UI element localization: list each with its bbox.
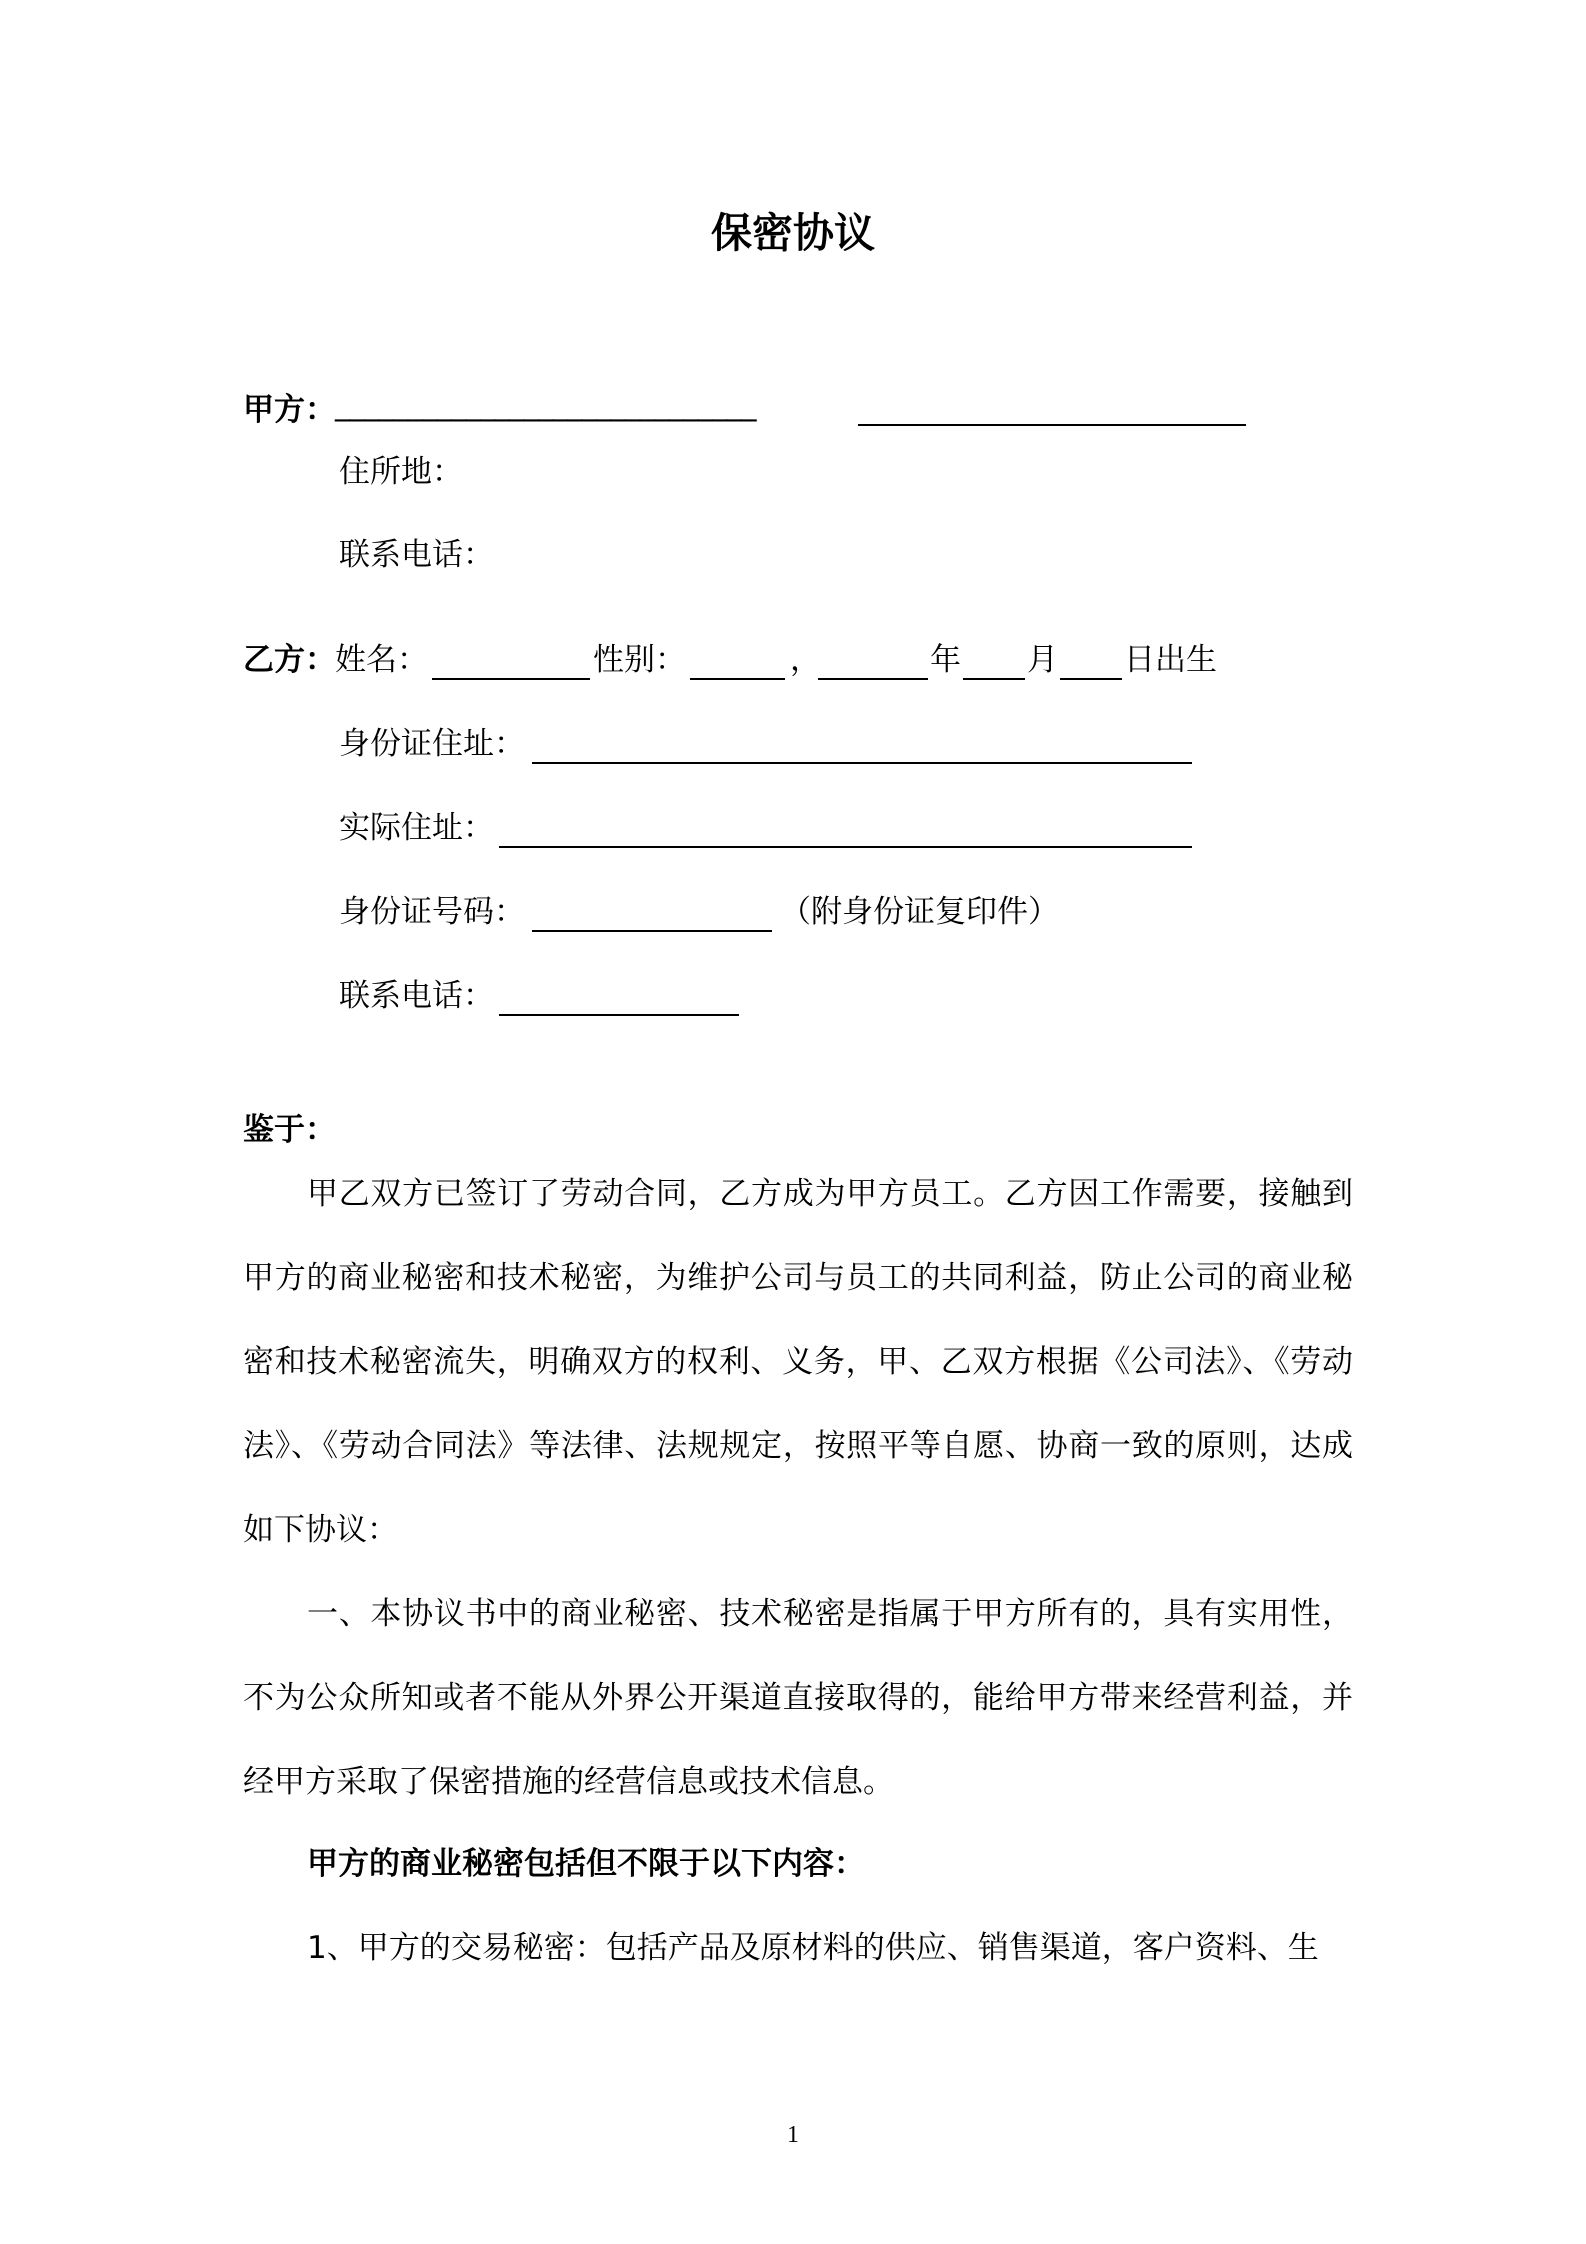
trade-secrets-item-1: 1、甲方的交易秘密：包括产品及原材料的供应、销售渠道，客户资料、生: [307, 1930, 1319, 1966]
party-b-id-address-label: 身份证住址：: [339, 726, 525, 762]
party-b-month-label: 月: [1027, 642, 1058, 678]
whereas-heading: 鉴于：: [243, 1112, 336, 1148]
party-b-day-birth-label: 日出生: [1124, 642, 1217, 678]
page-number: 1: [787, 2122, 799, 2148]
clause-1-paragraph: 一、本协议书中的商业秘密、技术秘密是指属于甲方所有的，具有实用性，不为公众所知或者不能从外界公开渠道直接取得的，能给甲方带来经营利益，并经甲方采取了保密措施的经营信息或技术信息。: [243, 1596, 1353, 1800]
party-a-address-label: 住所地：: [339, 454, 463, 490]
party-b-birth-day-line[interactable]: [1060, 678, 1122, 680]
party-b-actual-address-label: 实际住址：: [339, 810, 494, 846]
party-b-year-label: 年: [930, 642, 961, 678]
whereas-paragraph: 甲乙双方已签订了劳动合同，乙方成为甲方员工。乙方因工作需要，接触到甲方的商业秘密和技术秘密，为维护公司与员工的共同利益，防止公司的商业秘密和技术秘密流失，明确双方的权利、义务，甲、乙双方根据《公司法》、《劳动法》、《劳动合同法》等法律、法规规定，按照平等自愿、协商一致的原则，达成如下协议：: [243, 1176, 1353, 1548]
party-b-id-address-line[interactable]: [532, 762, 1192, 764]
party-b-birth-year-line[interactable]: [818, 678, 928, 680]
party-b-name-line[interactable]: [432, 678, 590, 680]
party-b-name-label: 姓名：: [335, 642, 428, 678]
party-b-gender-label: 性别：: [593, 642, 686, 678]
party-a-phone-label: 联系电话：: [339, 537, 494, 573]
party-b-birth-month-line[interactable]: [963, 678, 1025, 680]
party-b-gender-line[interactable]: [690, 678, 785, 680]
party-a-name-line[interactable]: [858, 424, 1246, 426]
party-a-label: 甲方：: [243, 392, 336, 428]
party-b-label: 乙方：: [243, 642, 336, 678]
party-b-id-copy-note: （附身份证复印件）: [780, 894, 1059, 930]
party-b-phone-label: 联系电话：: [339, 978, 494, 1014]
party-b-id-number-line[interactable]: [532, 930, 772, 932]
party-b-id-number-label: 身份证号码：: [339, 894, 525, 930]
trade-secrets-heading: 甲方的商业秘密包括但不限于以下内容：: [307, 1846, 865, 1882]
party-b-phone-line[interactable]: [499, 1014, 739, 1016]
party-b-actual-address-line[interactable]: [499, 846, 1192, 848]
document-title: 保密协议: [711, 209, 875, 257]
party-b-comma: ，: [790, 642, 821, 678]
party-a-underscore: _____________________________: [335, 386, 756, 422]
